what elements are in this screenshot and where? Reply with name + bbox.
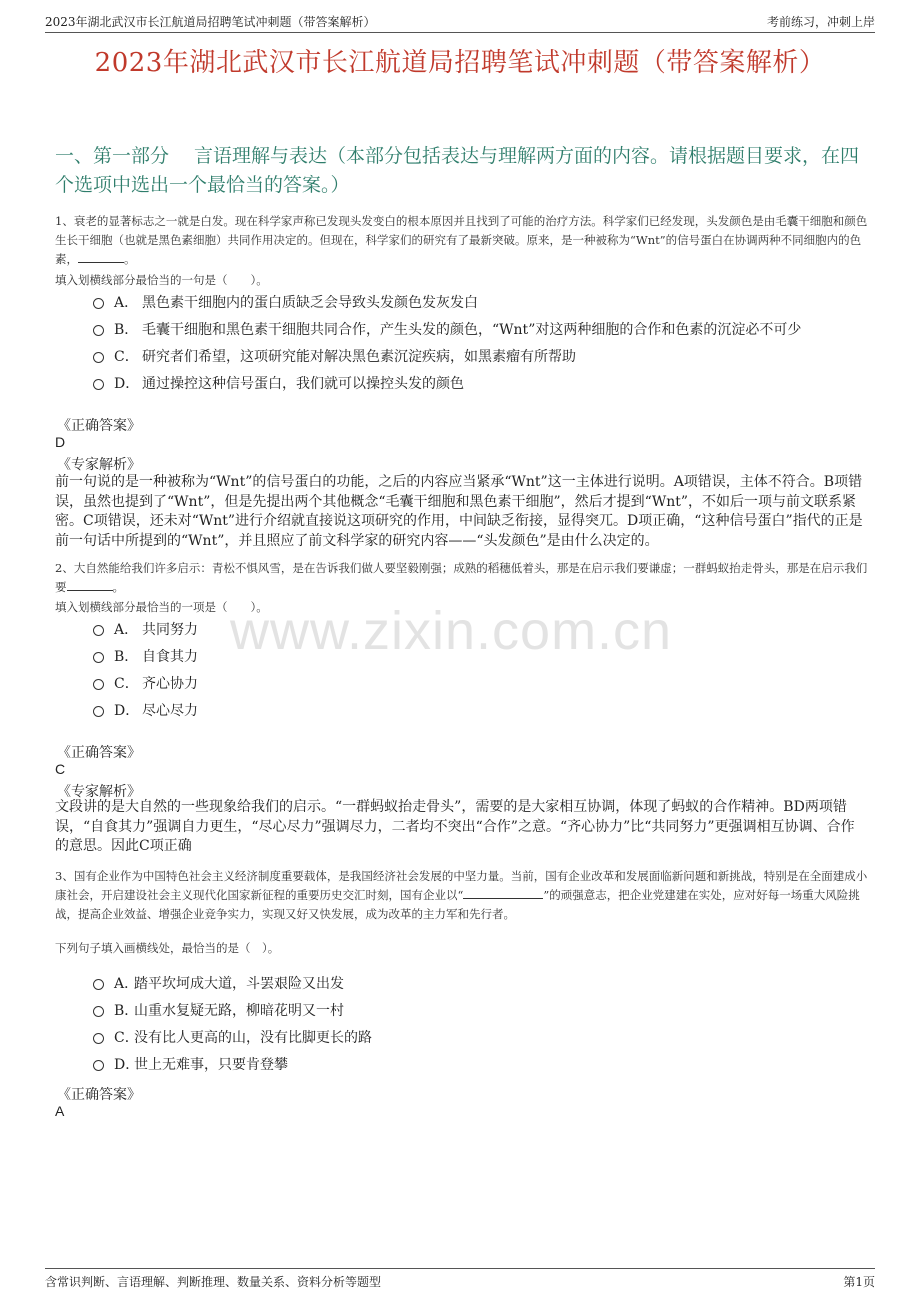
option-b[interactable]: B． 毛囊干细胞和黑色素干细胞共同合作，产生头发的颜色，“Wnt”对这两种细胞的合作和色素的沉淀必不可少: [93, 315, 873, 342]
question-3-text: 3、国有企业作为中国特色社会主义经济制度重要载体，是我国经济社会发展的中坚力量。当前，国有企业改革和发展面临新问题和新挑战，特别是在全面建成小康社会，开启建设社会主义现代化国家新征程的重要历史交汇时刻，国有企业以“ ”的顽强意志，把企业党建建在实处，应对好每一场重大风险挑战，提高企业效益、增强企业竞争实力，实现又好又快发展，成为改革的主力军和先行者。: [55, 869, 868, 921]
option-c[interactable]: C． 齐心协力: [93, 669, 873, 696]
radio-icon[interactable]: [93, 706, 104, 717]
fill-blank: [78, 262, 124, 263]
answer-value: D: [55, 434, 66, 450]
fill-blank: [463, 898, 543, 899]
watermark: www.zixin.com.cn: [230, 601, 673, 661]
radio-icon[interactable]: [93, 1006, 104, 1017]
radio-icon[interactable]: [93, 298, 104, 309]
radio-icon[interactable]: [93, 352, 104, 363]
fill-blank: [67, 590, 113, 591]
option-a[interactable]: A． 共同努力: [93, 615, 873, 642]
radio-icon[interactable]: [93, 1033, 104, 1044]
radio-icon[interactable]: [93, 652, 104, 663]
explanation-label: 《专家解析》: [57, 457, 141, 473]
option-d[interactable]: D． 通过操控这种信号蛋白，我们就可以操控头发的颜色: [93, 369, 873, 396]
footer-description: 含常识判断、言语理解、判断推理、数量关系、资料分析等题型: [45, 1275, 382, 1289]
page-footer: [45, 1268, 875, 1293]
radio-icon[interactable]: [93, 679, 104, 690]
option-a[interactable]: A． 黑色素干细胞内的蛋白质缺乏会导致头发颜色发灰发白: [93, 288, 873, 315]
radio-icon[interactable]: [93, 625, 104, 636]
option-b[interactable]: B． 山重水复疑无路，柳暗花明又一村: [93, 996, 873, 1023]
explanation-text: 前一句说的是一种被称为“Wnt”的信号蛋白的功能，之后的内容应当紧承“Wnt”这一主体进行说明。A项错误，主体不符合。B项错误，虽然也提到了“Wnt”，但是先提出两个其他概念“毛囊干细胞和黑色素干细胞”，然后才提到“Wnt”，不如后一项与前文联系紧密。C项错误，还未对“Wnt”进行介绍就直接说这项研究的作用，中间缺乏衔接，显得突兀。D项正确，“这种信号蛋白”指代的正是前一句话中所提到的“Wnt”，并且照应了前文科学家的研究内容——“头发颜色”是由什么决定的。: [55, 474, 863, 549]
page-number: 第1页: [843, 1275, 875, 1289]
header-title: 2023年湖北武汉市长江航道局招聘笔试冲刺题（带答案解析）: [45, 15, 376, 29]
question-1-instruction: 填入划横线部分最恰当的一句是（ ）。: [55, 273, 268, 287]
question-2-text: 2、大自然能给我们许多启示：青松不惧风雪，是在告诉我们做人要坚毅刚强；成熟的稻穗低着头，那是在启示我们要谦虚；一群蚂蚁抬走骨头，那是在启示我们要 。: [55, 561, 868, 594]
document-title: 2023年湖北武汉市长江航道局招聘笔试冲刺题（带答案解析）: [94, 48, 826, 78]
question-1-text: 1、衰老的显著标志之一就是白发。现在科学家声称已发现头发变白的根本原因并且找到了可能的治疗方法。科学家们已经发现，头发颜色是由毛囊干细胞和颜色生长干细胞（也就是黑色素细胞）共同作用决定的。但现在，科学家们的研究有了最新突破。原来，是一种被称为“Wnt”的信号蛋白在协调两种不同细胞内的色素， 。: [55, 214, 868, 266]
section-heading: 一、第一部分 言语理解与表达（本部分包括表达与理解两方面的内容。请根据题目要求，在四个选项中选出一个最恰当的答案。）: [55, 145, 860, 196]
explanation-text: 文段讲的是大自然的一些现象给我们的启示。“一群蚂蚁抬走骨头”，需要的是大家相互协调，体现了蚂蚁的合作精神。BD两项错误，“自食其力”强调自力更生，“尽心尽力”强调尽力，二者均不突出“合作”之意。“齐心协力”比“共同努力”更强调相互协调、合作的意思。因此C项正确: [55, 799, 855, 854]
option-c[interactable]: C． 没有比人更高的山，没有比脚更长的路: [93, 1023, 873, 1050]
radio-icon[interactable]: [93, 379, 104, 390]
radio-icon[interactable]: [93, 325, 104, 336]
option-a[interactable]: A． 踏平坎坷成大道，斗罢艰险又出发: [93, 969, 873, 996]
question-3-instruction: 下列句子填入画横线处，最恰当的是（ ）。: [55, 941, 280, 955]
radio-icon[interactable]: [93, 1060, 104, 1071]
option-b[interactable]: B． 自食其力: [93, 642, 873, 669]
option-d[interactable]: D． 尽心尽力: [93, 696, 873, 723]
question-1-options: [93, 288, 873, 396]
explanation-label: 《专家解析》: [57, 784, 141, 800]
question-2-instruction: 填入划横线部分最恰当的一项是（ ）。: [55, 600, 268, 614]
answer-label: 《正确答案》: [57, 1087, 141, 1103]
header-slogan: 考前练习，冲刺上岸: [766, 15, 875, 29]
answer-value: A: [55, 1103, 65, 1119]
answer-value: C: [55, 761, 66, 777]
page-header: [45, 10, 875, 33]
question-3-options: [93, 969, 873, 1077]
answer-label: 《正确答案》: [57, 745, 141, 761]
option-c[interactable]: C． 研究者们希望，这项研究能对解决黑色素沉淀疾病，如黑素瘤有所帮助: [93, 342, 873, 369]
question-2-options: [93, 615, 873, 723]
option-d[interactable]: D． 世上无难事，只要肯登攀: [93, 1050, 873, 1077]
radio-icon[interactable]: [93, 979, 104, 990]
answer-label: 《正确答案》: [57, 418, 141, 434]
